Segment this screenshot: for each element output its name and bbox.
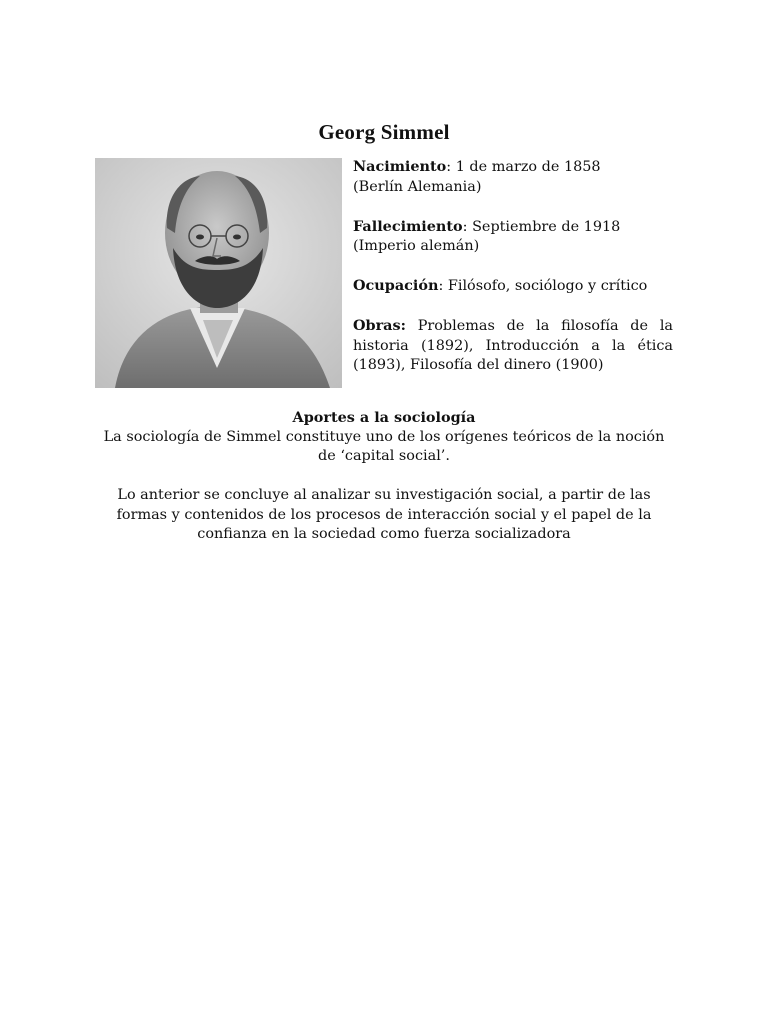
birth-value: : 1 de marzo de 1858 — [446, 159, 601, 175]
works-fact — [353, 316, 673, 376]
portrait-photo — [95, 158, 342, 388]
birth-label: Nacimiento — [353, 158, 447, 175]
portrait-image — [95, 158, 342, 388]
birth-fact — [353, 157, 673, 197]
death-label: Fallecimiento — [353, 217, 463, 235]
death-fact — [353, 217, 673, 257]
biography-facts — [353, 157, 673, 395]
occupation-fact — [353, 276, 673, 297]
death-place: (Imperio alemán) — [353, 238, 480, 254]
occupation-value: : Filósofo, sociólogo y crítico — [438, 278, 648, 294]
works-label: Obras: — [353, 317, 406, 334]
occupation-label: Ocupación — [353, 277, 439, 294]
contributions-heading: Aportes a la sociología — [292, 409, 476, 426]
contributions-paragraph-2: Lo anterior se concluye al analizar su investigación social, a partir de las formas y contenidos de los procesos de interacción social y el papel de la confianza en la sociedad como fuerza socializadora — [116, 487, 652, 542]
works-value: Problemas de la filosofía de la historia (1892), Introducción a la ética (1893), Filosofía del dinero (1900) — [353, 318, 673, 373]
contributions-paragraph-1: La sociología de Simmel constituye uno de los orígenes teóricos de la noción de ‘capital social’. — [103, 428, 665, 464]
contributions-section — [95, 408, 673, 564]
birth-place: (Berlín Alemania) — [353, 178, 482, 195]
page-title: Georg Simmel — [318, 120, 450, 145]
death-value: : Septiembre de 1918 — [462, 218, 621, 235]
